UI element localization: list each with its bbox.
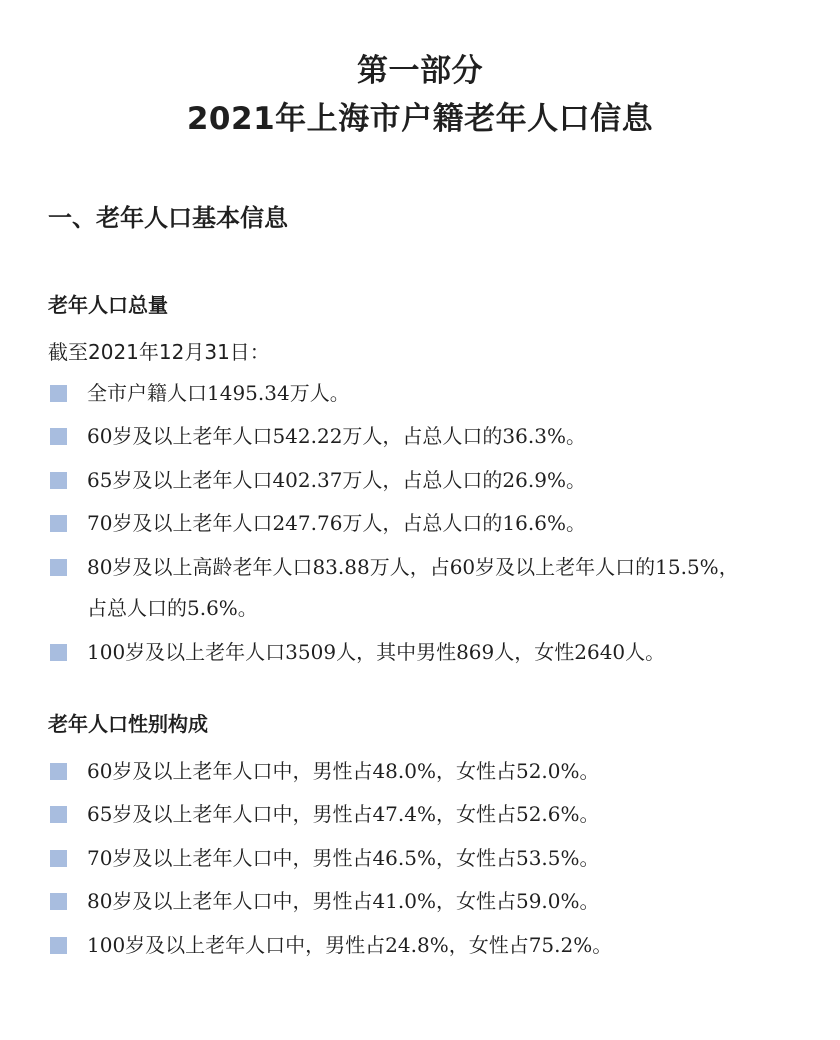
list-item-text: 全市户籍人口1495.34万人。 xyxy=(87,381,350,405)
section-heading-basic-info: 一、老年人口基本信息 xyxy=(48,204,288,232)
subheading-population-total: 老年人口总量 xyxy=(48,293,168,317)
list-item-text-continued: 占总人口的5.6%。 xyxy=(87,596,258,620)
subheading-gender-composition: 老年人口性别构成 xyxy=(48,712,208,736)
list-item-text: 70岁及以上老年人口247.76万人，占总人口的16.6%。 xyxy=(87,511,586,535)
list-item-text: 70岁及以上老年人口中，男性占46.5%，女性占53.5%。 xyxy=(87,846,600,870)
square-bullet-icon xyxy=(50,644,67,661)
list-item-text: 100岁及以上老年人口中，男性占24.8%，女性占75.2%。 xyxy=(87,933,613,957)
square-bullet-icon xyxy=(50,763,67,780)
page-title-main: 2021年上海市户籍老年人口信息 xyxy=(186,101,654,137)
population-date-intro: 截至2021年12月31日： xyxy=(48,340,270,364)
list-item-text: 65岁及以上老年人口402.37万人，占总人口的26.9%。 xyxy=(87,468,586,492)
list-item-text: 80岁及以上老年人口中，男性占41.0%，女性占59.0%。 xyxy=(87,889,600,913)
square-bullet-icon xyxy=(50,385,67,402)
square-bullet-icon xyxy=(50,559,67,576)
list-item-text: 80岁及以上高龄老年人口83.88万人，占60岁及以上老年人口的15.5%， xyxy=(87,555,739,579)
square-bullet-icon xyxy=(50,937,67,954)
list-item-text: 65岁及以上老年人口中，男性占47.4%，女性占52.6%。 xyxy=(87,802,600,826)
square-bullet-icon xyxy=(50,893,67,910)
square-bullet-icon xyxy=(50,428,67,445)
square-bullet-icon xyxy=(50,806,67,823)
list-item-text: 60岁及以上老年人口中，男性占48.0%，女性占52.0%。 xyxy=(87,759,600,783)
square-bullet-icon xyxy=(50,850,67,867)
page-title-part: 第一部分 xyxy=(357,53,483,89)
square-bullet-icon xyxy=(50,515,67,532)
square-bullet-icon xyxy=(50,472,67,489)
list-item-text: 60岁及以上老年人口542.22万人，占总人口的36.3%。 xyxy=(87,424,586,448)
list-item-text: 100岁及以上老年人口3509人，其中男性869人，女性2640人。 xyxy=(87,640,666,664)
